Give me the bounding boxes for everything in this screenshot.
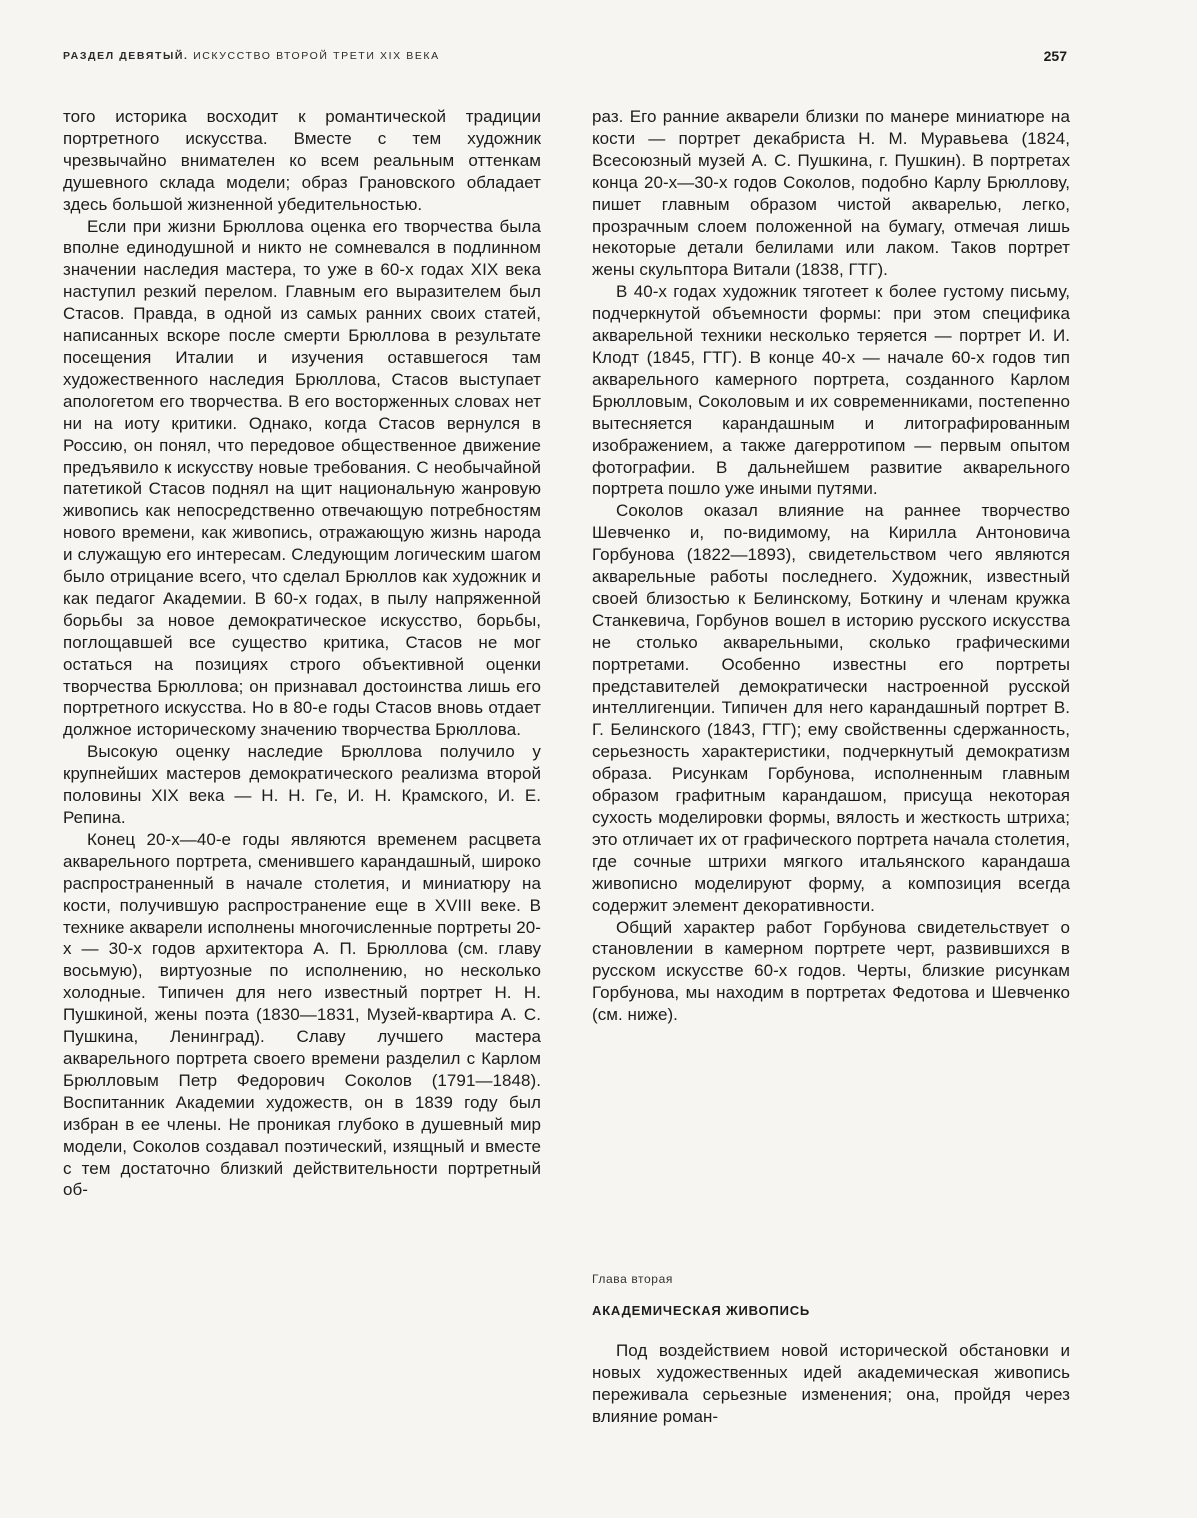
chapter-label: Глава вторая: [592, 1272, 673, 1286]
paragraph: раз. Его ранние акварели близки по манере миниатюре на кости — портрет декабриста Н. М. Муравьева (1824, Всесоюзный музей А. С. Пушкина, г. Пушкин). В портретах конца 20-х—30-х годов Соколов, подобно Карлу Брюллову, пишет главным образом чистой акварелью, легко, прозрачным слоем положенной на бумагу, отмечая лишь некоторые детали белилами или лаком. Таков портрет жены скульптора Витали (1838, ГТГ).: [592, 107, 1070, 280]
section-subtitle: ИСКУССТВО ВТОРОЙ ТРЕТИ XIX ВЕКА: [193, 50, 440, 62]
running-head: [63, 50, 440, 62]
left-column: [63, 106, 541, 1201]
paragraph: Под воздействием новой исторической обстановки и новых художественных идей академическая живопись переживала серьезные изменения; она, пройдя через влияние роман-: [592, 1341, 1070, 1426]
chapter-title: АКАДЕМИЧЕСКАЯ ЖИВОПИСЬ: [592, 1303, 811, 1318]
paragraph: В 40-х годах художник тяготеет к более густому письму, подчеркнутой объемности формы: при этом специфика акварельной техники несколько теряется — портрет И. И. Клодт (1845, ГТГ). В конце 40-х — начале 60-х годов тип акварельного камерного портрета, созданного Карлом Брюлловым, Соколовым и их современниками, постепенно вытесняется карандашным и литографированным изображением, а также дагерротипом — первым опытом фотографии. В дальнейшем развитие акварельного портрета пошло уже иными путями.: [592, 282, 1070, 499]
paragraph: Общий характер работ Горбунова свидетельствует о становлении в камерном портрете черт, развившихся в русском искусстве 60-х годов. Черты, близкие рисункам Горбунова, мы находим в портретах Федотова и Шевченко (см. ниже).: [592, 917, 1070, 1025]
section-label: РАЗДЕЛ ДЕВЯТЫЙ.: [63, 50, 189, 62]
paragraph: Если при жизни Брюллова оценка его творчества была вполне единодушной и никто не сомневался в подлинном значении наследия мастера, то уже в 60-х годах XIX века наступил резкий перелом. Главным его выразителем был Стасов. Правда, в одной из самых ранних своих статей, написанных вскоре после смерти Брюллова в результате посещения Италии и изучения оставшегося там художественного наследия Брюллова, Стасов выступает апологетом его творчества. В его восторженных словах нет ни на иоту критики. Однако, когда Стасов вернулся в Россию, он понял, что передовое общественное движение предъявило к искусству новые требования. С необычайной патетикой Стасов поднял на щит национальную жанровую живопись как непосредственно отвечающую потребностям нового времени, как живопись, отражающую жизнь народа и служащую его интересам. Следующим логическим шагом было отрицание всего, что сделал Брюллов как художник и как педагог Академии. В 60-х годах, в пылу напряженной борьбы за новое демократическое искусство, борьбы, поглощавшей все существо критика, Стасов не мог остаться на позициях строго объективной оценки творчества Брюллова; он признавал достоинства лишь его портретного искусства. Но в 80-е годы Стасов вновь отдает должное историческому значению творчества Брюллова.: [63, 216, 541, 740]
page-number: 257: [1043, 48, 1067, 64]
chapter-intro: [592, 1340, 1070, 1428]
paragraph: Высокую оценку наследие Брюллова получило у крупнейших мастеров демократического реализма второй половины XIX века — Н. Н. Ге, И. Н. Крамского, И. Е. Репина.: [63, 742, 541, 827]
paragraph: Соколов оказал влияние на раннее творчество Шевченко и, по-видимому, на Кирилла Антоновича Горбунова (1822—1893), свидетельством чего являются акварельные работы последнего. Художник, известный своей близостью к Белинскому, Боткину и членам кружка Станкевича, Горбунов вошел в историю русского искусства не столько акварельными, сколько графическими портретами. Особенно известны его портреты представителей демократически настроенной русской интеллигенции. Типичен для него карандашный портрет В. Г. Белинского (1843, ГТГ); ему свойственны сдержанность, серьезность характеристики, подчеркнутый демократизм образа. Рисункам Горбунова, исполненным главным образом графитным карандашом, присуща некоторая сухость моделировки формы, вялость и жесткость штриха; это отличает их от графического портрета начала столетия, где сочные штрихи мягкого итальянского карандаша живописно моделируют форму, а композиция всегда содержит элемент декоративности.: [592, 501, 1070, 915]
paragraph: Конец 20-х—40-е годы являются временем расцвета акварельного портрета, сменившего карандашный, широко распространенный в начале столетия, и миниатюру на кости, получившую распространение еще в XVIII веке. В технике акварели исполнены многочисленные портреты 20-х — 30-х годов архитектора А. П. Брюллова (см. главу восьмую), виртуозные по исполнению, но несколько холодные. Типичен для него известный портрет Н. Н. Пушкиной, жены поэта (1830—1831, Музей-квартира А. С. Пушкина, Ленинград). Славу лучшего мастера акварельного портрета своего времени разделил с Карлом Брюлловым Петр Федорович Соколов (1791—1848). Воспитанник Академии художеств, он в 1839 году был избран в ее члены. Не проникая глубоко в душевный мир модели, Соколов создавал поэтический, изящный и вместе с тем достаточно близкий действительности портретный об-: [63, 829, 541, 1200]
right-column: [592, 106, 1070, 1026]
paragraph: того историка восходит к романтической традиции портретного искусства. Вместе с тем художник чрезвычайно внимателен ко всем реальным оттенкам душевного склада модели; образ Грановского обладает здесь большой жизненной убедительностью.: [63, 107, 541, 214]
